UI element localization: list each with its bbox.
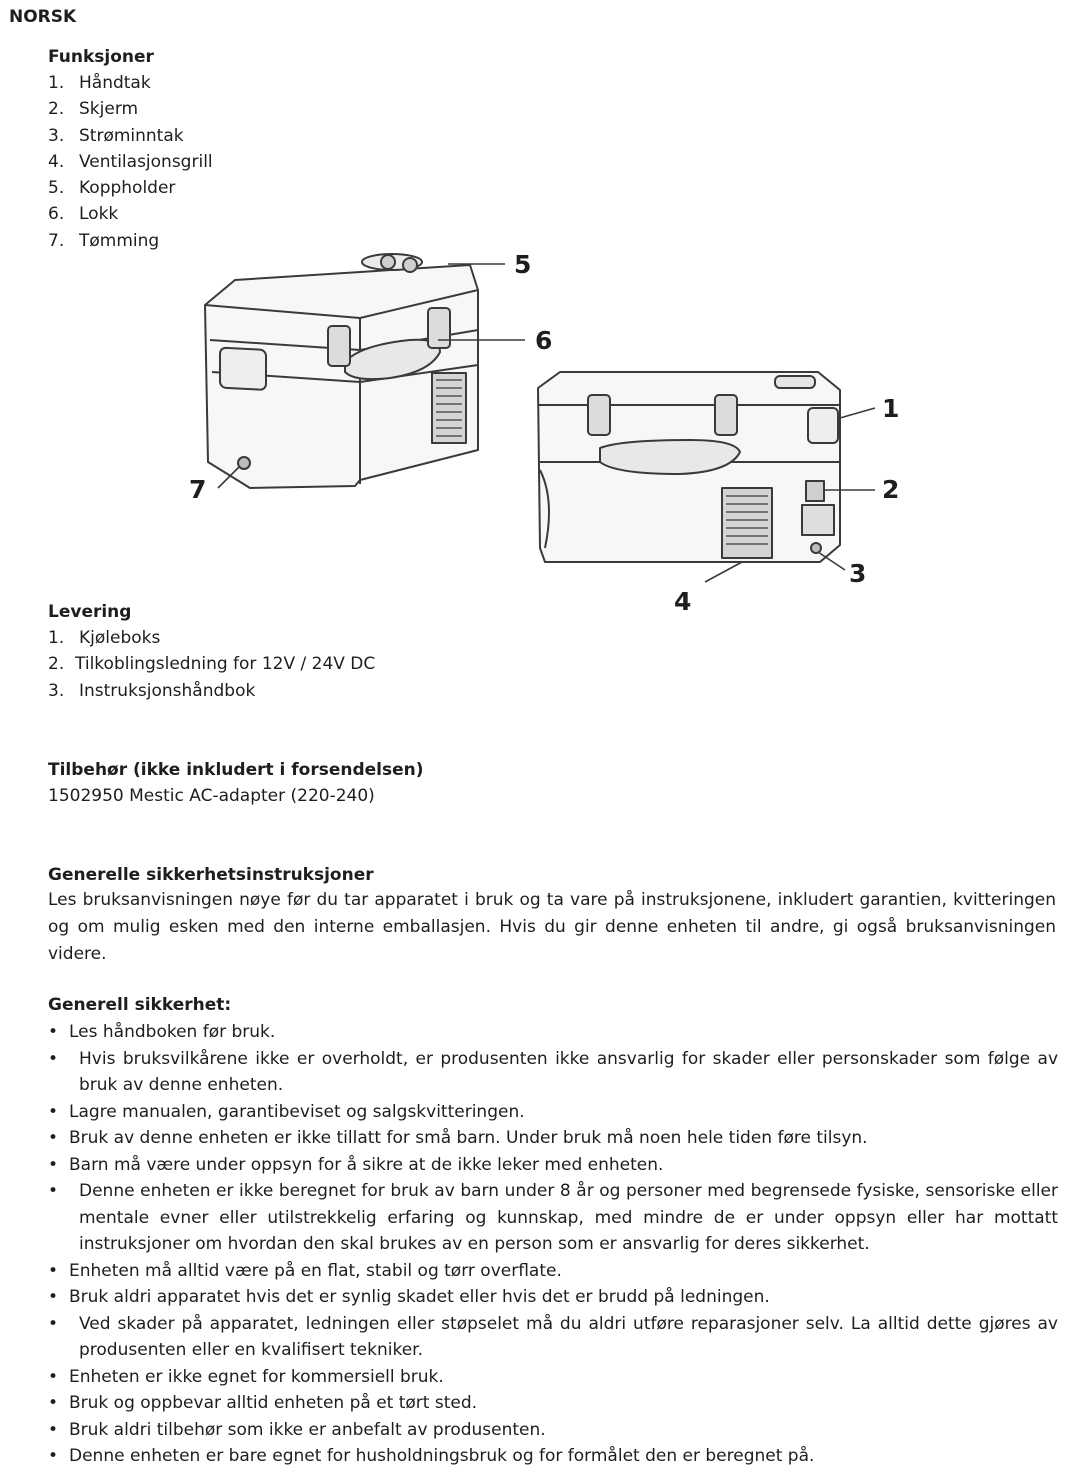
callout-label: 3 (849, 559, 867, 588)
callout-label: 5 (514, 250, 532, 279)
callout-label: 6 (535, 326, 553, 355)
list-item: • Barn må være under oppsyn for å sikre at de ikke leker med enheten. (48, 1154, 664, 1175)
general-safety-list (48, 1019, 1058, 1470)
accessories-heading: Tilbehør (ikke inkludert i forsendelsen) (48, 760, 424, 780)
list-item: • Bruk av denne enheten er ikke tillatt for små barn. Under bruk må noen hele tiden føre tilsyn. (48, 1128, 868, 1148)
callout-label: 1 (882, 394, 900, 423)
list-item: • Ved skader på apparatet, ledningen eller støpselet må du aldri utføre reparasjoner selv. La alltid dette gjøres av produsenten eller en kvalifisert tekniker. (48, 1313, 1058, 1360)
delivery-heading: Levering (48, 602, 132, 622)
features-heading: Funksjoner (48, 47, 154, 67)
list-item: 7. Tømming (48, 230, 160, 251)
accessories-text: 1502950 Mestic AC-adapter (220-240) (48, 786, 375, 806)
cooler-box-illustration (0, 240, 1066, 640)
list-item: 5. Koppholder (48, 178, 176, 199)
list-item: • Enheten må alltid være på en flat, stabil og tørr overflate. (48, 1260, 562, 1281)
list-item: 2. Skjerm (48, 99, 139, 120)
list-item: 1. Håndtak (48, 73, 151, 93)
general-instructions-heading: Generelle sikkerhetsinstruksjoner (48, 865, 374, 885)
list-item: • Bruk og oppbevar alltid enheten på et tørt sted. (48, 1393, 478, 1413)
list-item: 2. Tilkoblingsledning for 12V / 24V DC (48, 654, 376, 675)
list-item: 6. Lokk (48, 204, 119, 225)
list-item: • Lagre manualen, garantibeviset og salgskvitteringen. (48, 1101, 525, 1122)
list-item: 3. Instruksjonshåndbok (48, 680, 256, 701)
callout-label: 7 (189, 475, 207, 504)
features-list (48, 70, 213, 254)
list-item: • Bruk aldri tilbehør som ikke er anbefalt av produsenten. (48, 1419, 546, 1440)
list-item: 4. Ventilasjonsgrill (48, 151, 213, 172)
delivery-list (48, 625, 375, 704)
language-label: NORSK (9, 7, 77, 27)
list-item: 3. Strøminntak (48, 125, 184, 146)
list-item: • Hvis bruksvilkårene ikke er overholdt, er produsenten ikke ansvarlig for skader eller personskader som følge av bruk av denne enheten. (48, 1048, 1058, 1095)
list-item: • Denne enheten er bare egnet for husholdningsbruk og for formålet den er beregnet på. (48, 1446, 815, 1466)
callout-label: 4 (674, 587, 692, 616)
general-instructions-text: Les bruksanvisningen nøye før du tar apparatet i bruk og ta vare på instruksjonene, inkludert garantien, kvitteringen og om mulig esken med den interne emballasjen. Hvis du gir denne enheten til andre, gi også bruksanvisningen videre. (48, 890, 1056, 964)
list-item: • Les håndboken før bruk. (48, 1022, 276, 1042)
general-safety-heading: Generell sikkerhet: (48, 995, 232, 1015)
list-item: • Bruk aldri apparatet hvis det er synlig skadet eller hvis det er brudd på ledningen. (48, 1287, 770, 1307)
list-item: • Denne enheten er ikke beregnet for bruk av barn under 8 år og personer med begrensede fysiske, sensoriske eller mentale evner eller utilstrekkelig erfaring og kunnskap, med mindre de er under oppsyn eller har mottatt instruksjoner om hvordan den skal brukes av en person som er ansvarlig for deres sikkerhet. (48, 1181, 1058, 1254)
callout-label: 2 (882, 475, 900, 504)
list-item: 1. Kjøleboks (48, 628, 161, 648)
list-item: • Enheten er ikke egnet for kommersiell bruk. (48, 1366, 444, 1387)
